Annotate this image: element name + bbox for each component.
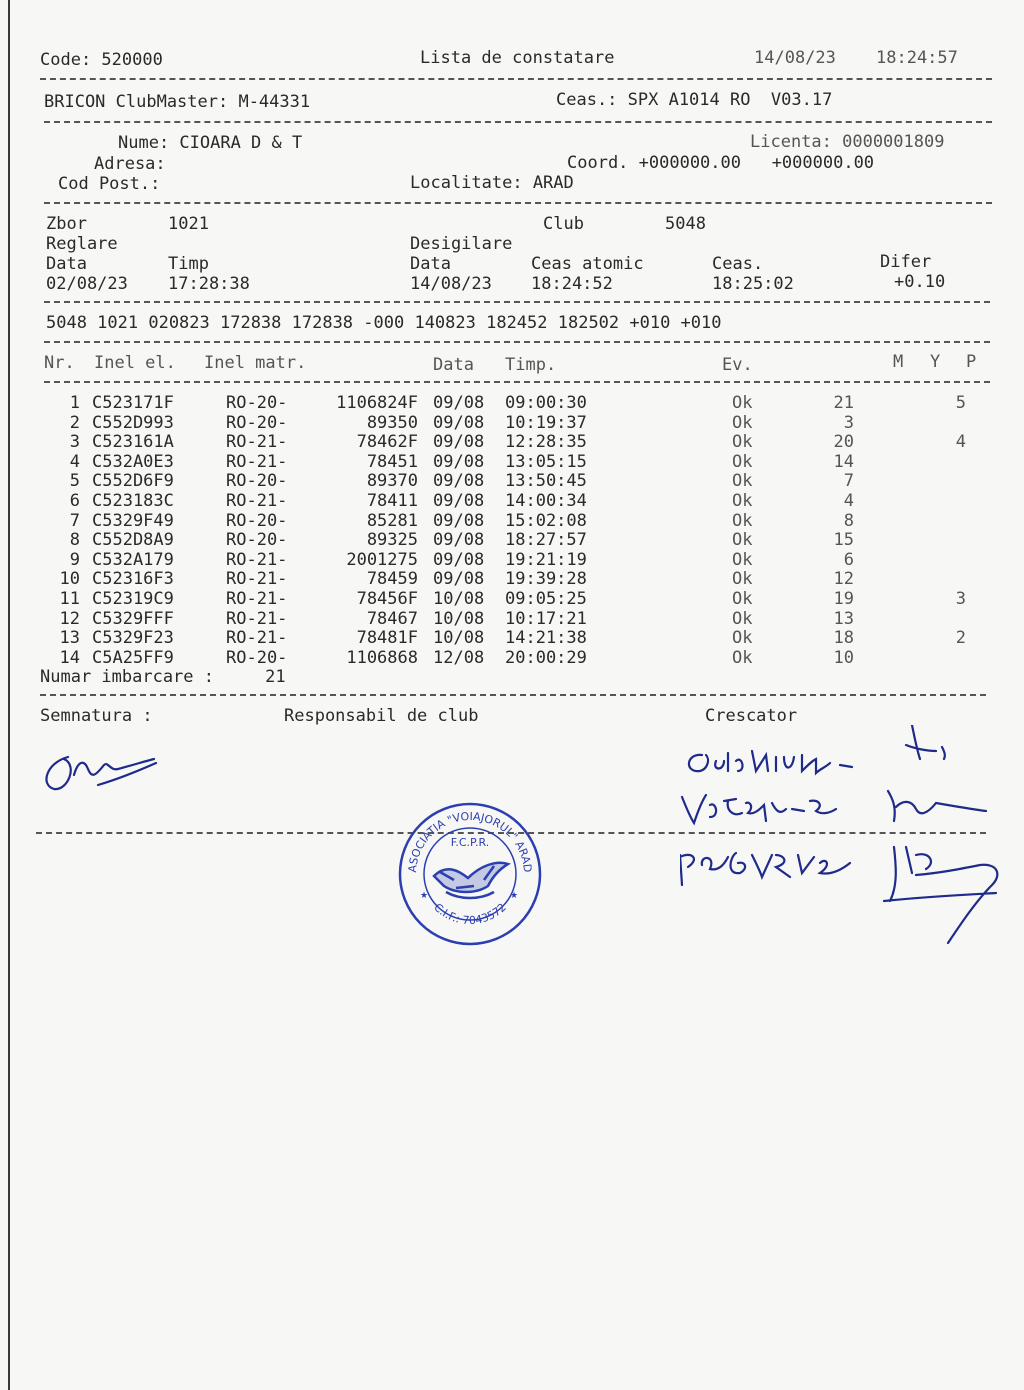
row-number: 12: [59, 609, 80, 629]
event-status: Ok: [732, 589, 753, 609]
registration-ring: 85281: [366, 511, 418, 531]
col-header-registration-ring: Inel matr.: [204, 353, 307, 373]
event-status: Ok: [732, 609, 753, 629]
ring-prefix: RO-20-: [226, 471, 288, 491]
flight-label: Zbor: [46, 214, 87, 234]
print-date: 14/08/23: [754, 48, 836, 68]
ring-prefix: RO-21-: [226, 491, 288, 511]
electronic-ring: C552D8A9: [92, 530, 174, 550]
owner-name: Nume: CIOARA D & T: [118, 133, 303, 153]
postal-code-label: Cod Post.:: [58, 174, 161, 194]
m-value: 12: [833, 569, 854, 589]
divider: [44, 301, 990, 303]
breeder-signatures: [680, 725, 1010, 950]
m-value: 3: [843, 413, 854, 433]
breeder-label: Crescator: [705, 706, 798, 726]
p-value: 2: [955, 628, 966, 648]
col-header-date: Data: [433, 355, 474, 375]
arrival-date: 10/08: [433, 609, 485, 629]
arrival-date: 09/08: [433, 530, 485, 550]
event-status: Ok: [732, 550, 753, 570]
arrival-date: 09/08: [433, 569, 485, 589]
event-status: Ok: [732, 569, 753, 589]
arrival-time: 10:17:21: [505, 609, 587, 629]
col-header-event: Ev.: [722, 355, 753, 375]
arrival-time: 14:21:38: [505, 628, 587, 648]
electronic-ring: C5329F23: [92, 628, 174, 648]
event-status: Ok: [732, 511, 753, 531]
atomic-time: 18:24:52: [531, 274, 613, 294]
col-header-m: M: [893, 352, 904, 372]
coordinates: Coord. +000000.00 +000000.00: [567, 153, 875, 173]
embarked-count: Numar imbarcare : 21: [40, 667, 286, 687]
row-number: 7: [69, 511, 80, 531]
clock-time-label: Ceas.: [712, 254, 764, 274]
row-number: 9: [69, 550, 80, 570]
m-value: 10: [833, 648, 854, 668]
row-number: 11: [59, 589, 80, 609]
setting-date: 02/08/23: [46, 274, 128, 294]
setting-label: Reglare: [46, 234, 118, 254]
electronic-ring: C523183C: [92, 491, 174, 511]
m-value: 14: [833, 452, 854, 472]
flight-number: 1021: [168, 214, 209, 234]
m-value: 20: [833, 432, 854, 452]
row-number: 6: [69, 491, 80, 511]
m-value: 6: [843, 550, 854, 570]
col-header-electronic-ring: Inel el.: [94, 353, 176, 373]
registration-ring: 78456F: [356, 589, 418, 609]
ring-prefix: RO-21-: [226, 432, 288, 452]
club-signature: [38, 745, 168, 805]
registration-ring: 2001275: [346, 550, 418, 570]
row-number: 14: [59, 648, 80, 668]
arrival-time: 18:27:57: [505, 530, 587, 550]
clock-label: Ceas.: SPX A1014 RO V03.17: [556, 90, 833, 110]
ring-prefix: RO-20-: [226, 511, 288, 531]
arrival-date: 09/08: [433, 471, 485, 491]
pigeon-emblem: [434, 863, 508, 898]
event-status: Ok: [732, 452, 753, 472]
divider: [44, 341, 990, 343]
stamp-cif: C.I.F.: 7043572: [431, 900, 509, 928]
event-status: Ok: [732, 530, 753, 550]
arrival-date: 09/08: [433, 393, 485, 413]
electronic-ring: C5329F49: [92, 511, 174, 531]
electronic-ring: C552D6F9: [92, 471, 174, 491]
divider: [40, 694, 986, 696]
ring-prefix: RO-21-: [226, 609, 288, 629]
electronic-ring: C52316F3: [92, 569, 174, 589]
print-time: 18:24:57: [876, 48, 958, 68]
m-value: 18: [833, 628, 854, 648]
arrival-time: 19:39:28: [505, 569, 587, 589]
electronic-ring: C532A0E3: [92, 452, 174, 472]
ring-prefix: RO-20-: [226, 393, 288, 413]
row-number: 4: [69, 452, 80, 472]
divider: [44, 121, 992, 123]
arrival-date: 12/08: [433, 648, 485, 668]
electronic-ring: C523171F: [92, 393, 174, 413]
registration-ring: 78451: [366, 452, 418, 472]
event-status: Ok: [732, 432, 753, 452]
club-responsible-label: Responsabil de club: [284, 706, 479, 726]
stamp-center-text: F.C.P.R.: [450, 836, 490, 849]
code-label: Code: 520000: [40, 50, 163, 70]
setting-date-label: Data: [46, 254, 87, 274]
registration-ring: 78411: [366, 491, 418, 511]
setting-time: 17:28:38: [168, 274, 250, 294]
row-number: 3: [69, 432, 80, 452]
licence: Licenta: 0000001809: [750, 132, 945, 152]
registration-ring: 78462F: [356, 432, 418, 452]
arrival-time: 19:21:19: [505, 550, 587, 570]
arrival-date: 09/08: [433, 491, 485, 511]
arrival-date: 10/08: [433, 589, 485, 609]
event-status: Ok: [732, 471, 753, 491]
electronic-ring: C52319C9: [92, 589, 174, 609]
registration-ring: 78481F: [356, 628, 418, 648]
m-value: 4: [843, 491, 854, 511]
electronic-ring: C552D993: [92, 413, 174, 433]
row-number: 10: [59, 569, 80, 589]
col-header-y: Y: [930, 352, 941, 372]
registration-ring: 78467: [366, 609, 418, 629]
ring-prefix: RO-21-: [226, 550, 288, 570]
registration-ring: 89350: [366, 413, 418, 433]
unseal-label: Desigilare: [410, 234, 513, 254]
stamp-star-right: ★: [510, 891, 519, 901]
stamp-star-left: ★: [420, 891, 429, 901]
col-header-time: Timp.: [505, 355, 557, 375]
clock-time: 18:25:02: [712, 274, 794, 294]
registration-ring: 1106824F: [336, 393, 418, 413]
ring-prefix: RO-21-: [226, 452, 288, 472]
setting-time-label: Timp: [168, 254, 209, 274]
p-value: 4: [955, 432, 966, 452]
club-label: Club: [543, 214, 584, 234]
electronic-ring: C532A179: [92, 550, 174, 570]
ring-prefix: RO-20-: [226, 413, 288, 433]
m-value: 13: [833, 609, 854, 629]
event-status: Ok: [732, 413, 753, 433]
col-header-p: P: [966, 352, 977, 372]
electronic-ring: C5329FFF: [92, 609, 174, 629]
unseal-date: 14/08/23: [410, 274, 492, 294]
device-label: BRICON ClubMaster: M-44331: [44, 92, 311, 112]
arrival-time: 14:00:34: [505, 491, 587, 511]
event-status: Ok: [732, 628, 753, 648]
event-status: Ok: [732, 648, 753, 668]
page-edge: [8, 0, 10, 1390]
arrival-time: 13:05:15: [505, 452, 587, 472]
arrival-date: 09/08: [433, 511, 485, 531]
difference-value: +0.10: [894, 272, 946, 292]
m-value: 15: [833, 530, 854, 550]
row-number: 1: [69, 393, 80, 413]
ring-prefix: RO-20-: [226, 530, 288, 550]
col-header-nr: Nr.: [44, 353, 75, 373]
association-stamp: [396, 800, 544, 948]
p-value: 3: [955, 589, 966, 609]
row-number: 5: [69, 471, 80, 491]
registration-ring: 89325: [366, 530, 418, 550]
arrival-date: 09/08: [433, 452, 485, 472]
registration-ring: 89370: [366, 471, 418, 491]
arrival-date: 09/08: [433, 413, 485, 433]
divider: [44, 381, 990, 383]
m-value: 7: [843, 471, 854, 491]
registration-ring: 78459: [366, 569, 418, 589]
electronic-ring: C5A25FF9: [92, 648, 174, 668]
p-value: 5: [955, 393, 966, 413]
m-value: 19: [833, 589, 854, 609]
locality: Localitate: ARAD: [410, 173, 574, 193]
m-value: 8: [843, 511, 854, 531]
divider: [40, 78, 992, 80]
unseal-date-label: Data: [410, 254, 451, 274]
event-status: Ok: [732, 393, 753, 413]
ring-prefix: RO-21-: [226, 589, 288, 609]
arrival-time: 12:28:35: [505, 432, 587, 452]
difference-label: Difer: [880, 252, 932, 272]
m-value: 21: [833, 393, 854, 413]
atomic-clock-label: Ceas atomic: [531, 254, 644, 274]
ring-prefix: RO-21-: [226, 569, 288, 589]
row-number: 8: [69, 530, 80, 550]
electronic-ring: C523161A: [92, 432, 174, 452]
divider: [44, 202, 992, 204]
ring-prefix: RO-21-: [226, 628, 288, 648]
row-number: 13: [59, 628, 80, 648]
arrival-time: 09:05:25: [505, 589, 587, 609]
row-number: 2: [69, 413, 80, 433]
arrival-time: 09:00:30: [505, 393, 587, 413]
arrival-date: 09/08: [433, 432, 485, 452]
arrival-time: 20:00:29: [505, 648, 587, 668]
address-label: Adresa:: [94, 154, 166, 174]
document-title: Lista de constatare: [420, 48, 615, 68]
clock-code-line: 5048 1021 020823 172838 172838 -000 140823 182452 182502 +010 +010: [46, 313, 722, 333]
arrival-time: 10:19:37: [505, 413, 587, 433]
registration-ring: 1106868: [346, 648, 418, 668]
arrival-date: 10/08: [433, 628, 485, 648]
arrival-time: 13:50:45: [505, 471, 587, 491]
stamp-ring-text: ASOCIATIA "VOIAJORUL" ARAD: [405, 809, 535, 874]
arrival-time: 15:02:08: [505, 511, 587, 531]
ring-prefix: RO-20-: [226, 648, 288, 668]
arrival-date: 09/08: [433, 550, 485, 570]
club-number: 5048: [665, 214, 706, 234]
event-status: Ok: [732, 491, 753, 511]
signature-label: Semnatura :: [40, 706, 153, 726]
